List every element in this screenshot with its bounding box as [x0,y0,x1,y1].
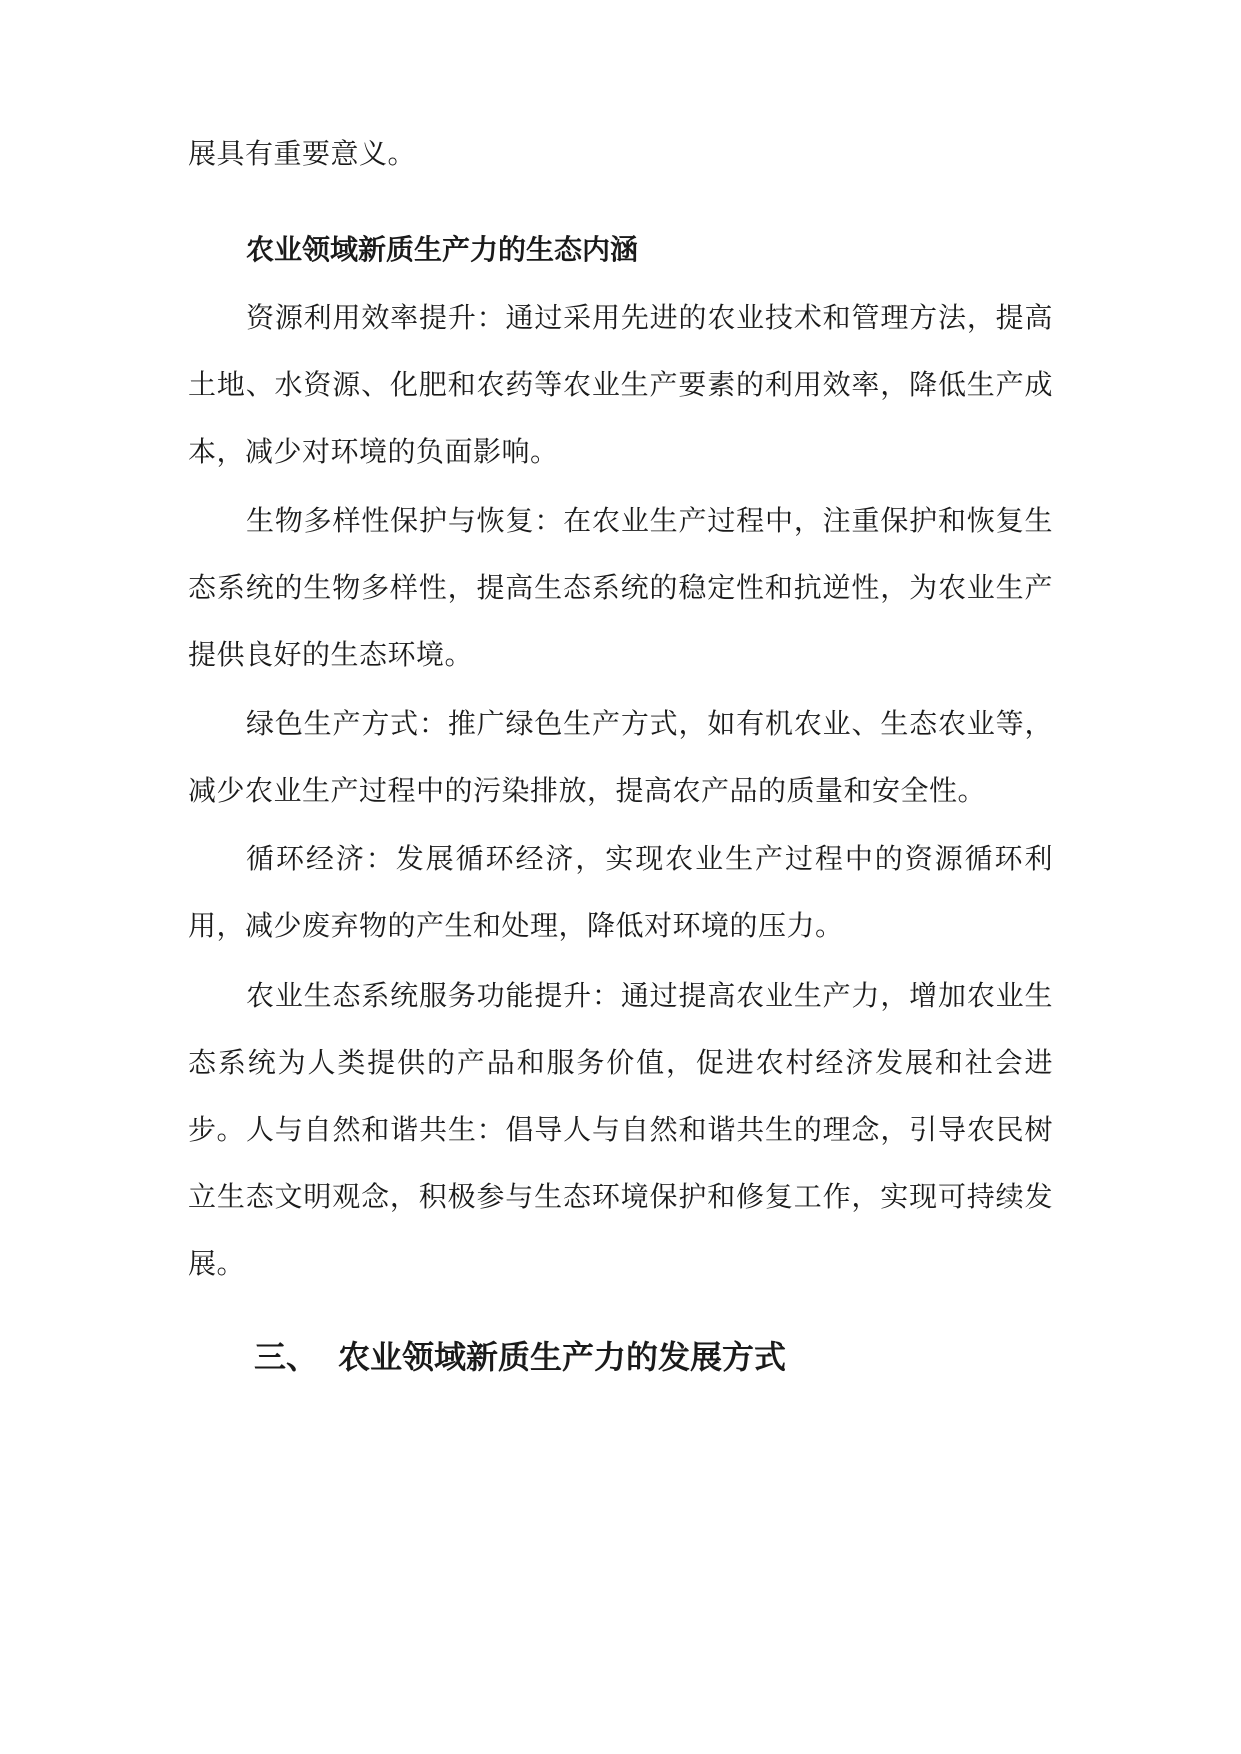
paragraph-green-production: 绿色生产方式：推广绿色生产方式，如有机农业、生态农业等，减少农业生产过程中的污染排放，提高农产品的质量和安全性。 [188,707,1053,807]
paragraph-harmony-with-nature: 人与自然和谐共生：倡导人与自然和谐共生的理念，引导农民树立生态文明观念，积极参与生态环境保护和修复工作，实现可持续发展。 [188,1113,1053,1280]
subheading: 农业领域新质生产力的生态内涵 [246,233,639,266]
section-number: 三、 [254,1338,319,1376]
section-title: 农业领域新质生产力的发展方式 [338,1338,787,1376]
section-heading [254,1324,786,1391]
paragraph-circular-economy: 循环经济：发展循环经济，实现农业生产过程中的资源循环利用，减少废弃物的产生和处理，降低对环境的压力。 [188,842,1053,942]
paragraph-ecosystem-services: 农业生态系统服务功能提升：通过提高农业生产力，增加农业生态系统为人类提供的产品和服务价值，促进农村经济发展和社会进步。 [188,979,1053,1146]
paragraph-resource-efficiency: 资源利用效率提升：通过采用先进的农业技术和管理方法，提高土地、水资源、化肥和农药等农业生产要素的利用效率，降低生产成本，减少对环境的负面影响。 [188,301,1053,468]
paragraph-biodiversity: 生物多样性保护与恢复：在农业生产过程中，注重保护和恢复生态系统的生物多样性，提高生态系统的稳定性和抗逆性，为农业生产提供良好的生态环境。 [188,504,1053,671]
paragraph-continuation: 展具有重要意义。 [188,137,417,170]
